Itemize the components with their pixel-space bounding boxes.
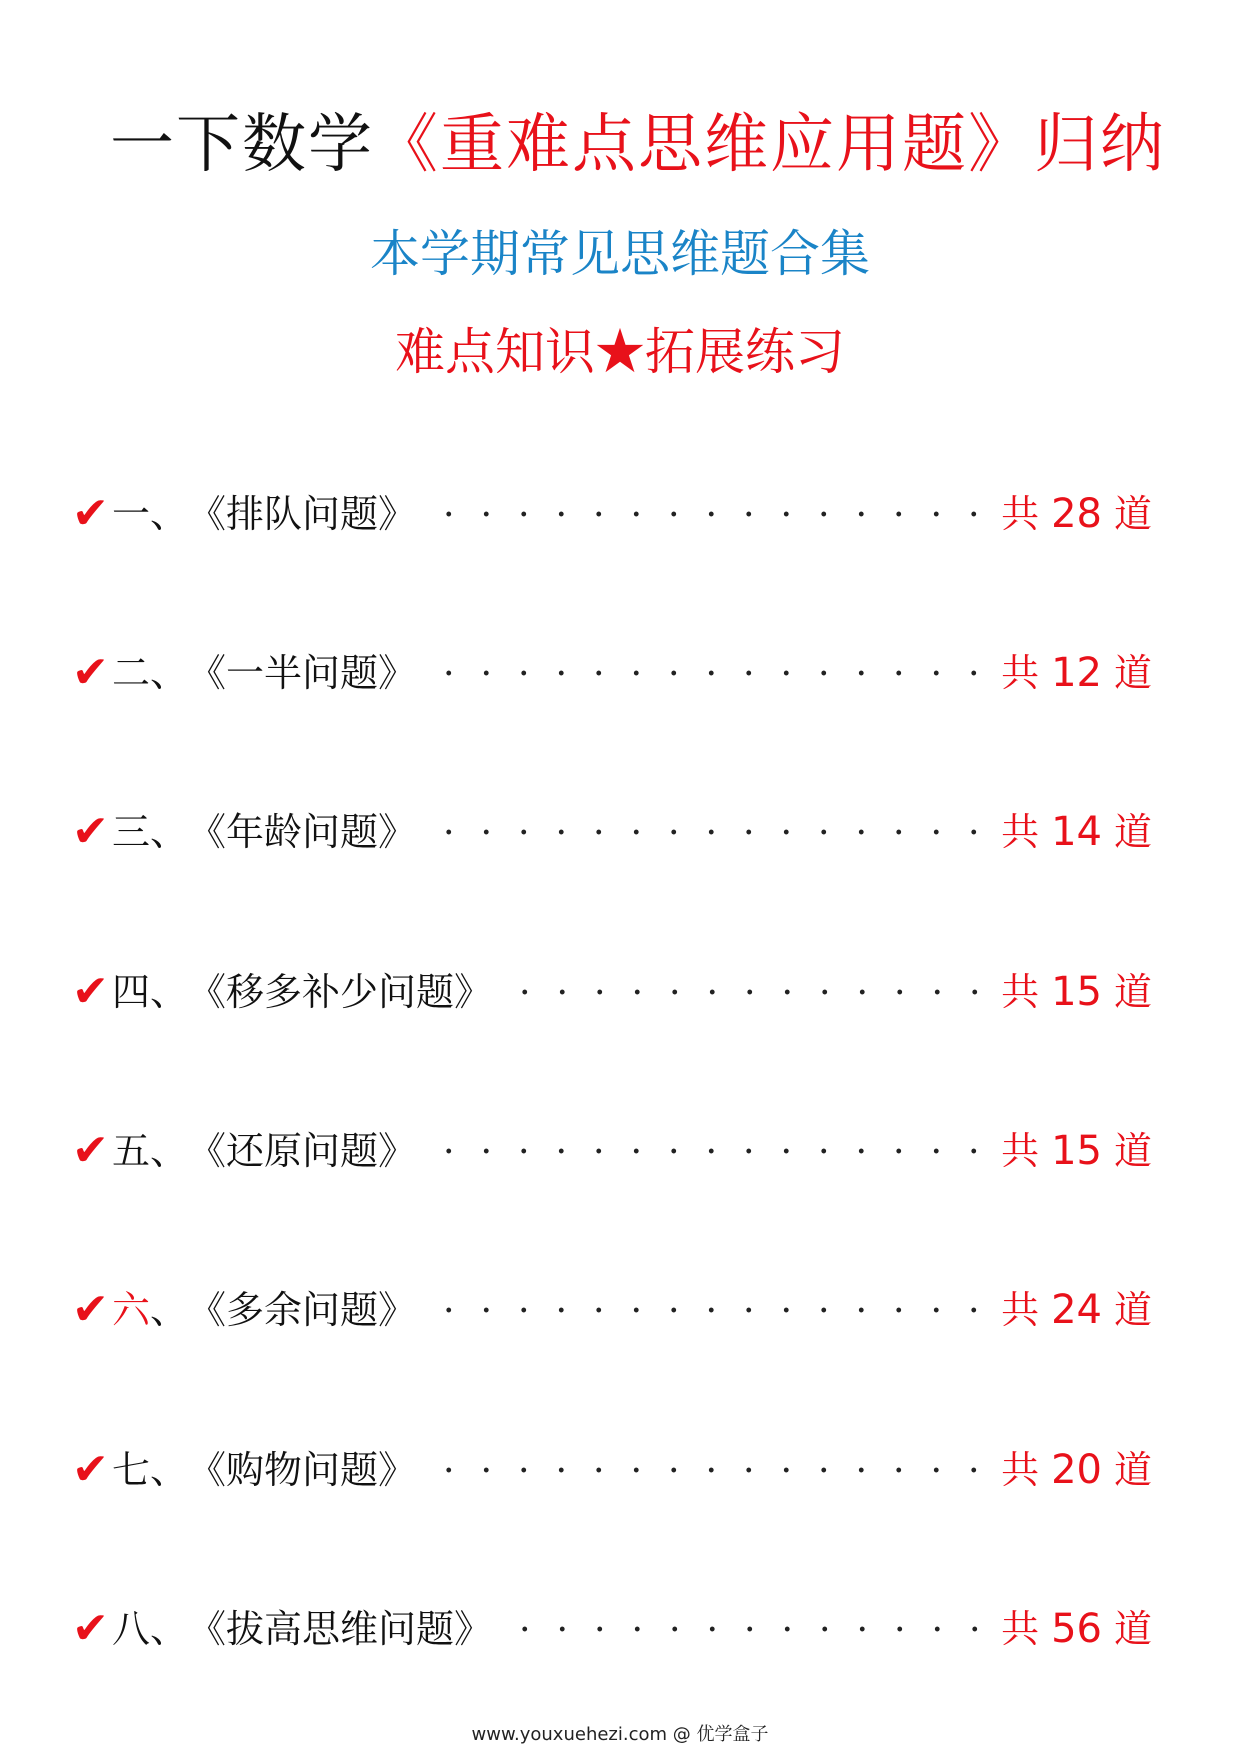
title-highlight: 《重难点思维应用题》 [374,108,1034,182]
toc-item [72,482,1152,546]
toc-item-count [1001,1438,1152,1502]
check-icon: ✔ [72,647,109,698]
toc-item-separator: 、 [150,651,189,695]
toc-item-separator: 、 [150,492,189,536]
count-prefix: 共 [1001,1288,1040,1332]
toc-item [72,1119,1152,1183]
count-prefix: 共 [1001,810,1040,854]
toc-item-name: 《一半问题》 [188,651,417,695]
count-suffix: 道 [1113,1607,1152,1651]
toc-item-number: 一 [112,492,151,536]
subtitle-collection: 本学期常见思维题合集 [370,225,870,283]
toc-item-number: 八 [112,1607,151,1651]
toc-item [72,960,1152,1024]
toc-item-name: 《年龄问题》 [188,810,417,854]
toc-item-name: 《排队问题》 [188,492,417,536]
count-value: 20 [1051,1447,1102,1493]
count-value: 12 [1051,650,1102,696]
count-value: 56 [1051,1606,1102,1652]
count-suffix: 道 [1113,1448,1152,1492]
title-prefix: 一下数学 [110,108,374,182]
toc-item-number: 七 [112,1448,151,1492]
toc-item-separator: 、 [150,1448,189,1492]
check-icon: ✔ [72,1603,109,1654]
toc-item-separator: 、 [150,810,189,854]
toc-item-name: 《拔高思维问题》 [188,1607,493,1651]
count-prefix: 共 [1001,1607,1040,1651]
toc-item-count [1001,1278,1152,1342]
check-icon: ✔ [72,1444,109,1495]
count-value: 15 [1051,1128,1102,1174]
count-prefix: 共 [1001,1448,1040,1492]
toc-item-name: 《移多补少问题》 [188,970,493,1014]
leader-dots [430,1438,987,1502]
check-icon: ✔ [72,1284,109,1335]
toc-item [72,1438,1152,1502]
toc-item [72,800,1152,864]
count-suffix: 道 [1113,970,1152,1014]
toc-item-name: 《购物问题》 [188,1448,417,1492]
toc-item-count [1001,641,1152,705]
toc-item-name: 《多余问题》 [188,1288,417,1332]
count-value: 28 [1051,491,1102,537]
toc-item-count [1001,1119,1152,1183]
count-prefix: 共 [1001,492,1040,536]
toc-item-separator: 、 [150,970,189,1014]
check-icon: ✔ [72,488,109,539]
check-icon: ✔ [72,806,109,857]
count-prefix: 共 [1001,1129,1040,1173]
count-value: 15 [1051,969,1102,1015]
count-prefix: 共 [1001,651,1040,695]
toc-item [72,1278,1152,1342]
toc-item-number: 二 [112,651,151,695]
toc-item-count [1001,960,1152,1024]
leader-dots [430,1119,987,1183]
toc-item-number: 四 [112,970,151,1014]
count-suffix: 道 [1113,492,1152,536]
footer-watermark: www.youxuehezi.com @ 优学盒子 [471,1724,769,1745]
toc-item-separator: 、 [150,1607,189,1651]
count-suffix: 道 [1113,1288,1152,1332]
toc-item-number: 五 [112,1129,151,1173]
leader-dots [430,482,987,546]
count-prefix: 共 [1001,970,1040,1014]
toc-item [72,641,1152,705]
page-title [110,105,1166,185]
subtitle-practice: 难点知识★拓展练习 [395,323,845,381]
toc-item-count [1001,1597,1152,1661]
leader-dots [506,960,987,1024]
title-suffix: 归纳 [1034,108,1166,182]
count-suffix: 道 [1113,1129,1152,1173]
toc-item-name: 《还原问题》 [188,1129,417,1173]
leader-dots [430,641,987,705]
leader-dots [430,1278,987,1342]
toc-item-number: 六 [112,1288,151,1332]
leader-dots [506,1597,987,1661]
toc-item-number: 三 [112,810,151,854]
check-icon: ✔ [72,1125,109,1176]
toc-item [72,1597,1152,1661]
toc-item-separator: 、 [150,1288,189,1332]
toc-item-separator: 、 [150,1129,189,1173]
count-suffix: 道 [1113,810,1152,854]
count-value: 14 [1051,809,1102,855]
check-icon: ✔ [72,966,109,1017]
toc-item-count [1001,482,1152,546]
count-suffix: 道 [1113,651,1152,695]
count-value: 24 [1051,1287,1102,1333]
toc-item-count [1001,800,1152,864]
leader-dots [430,800,987,864]
